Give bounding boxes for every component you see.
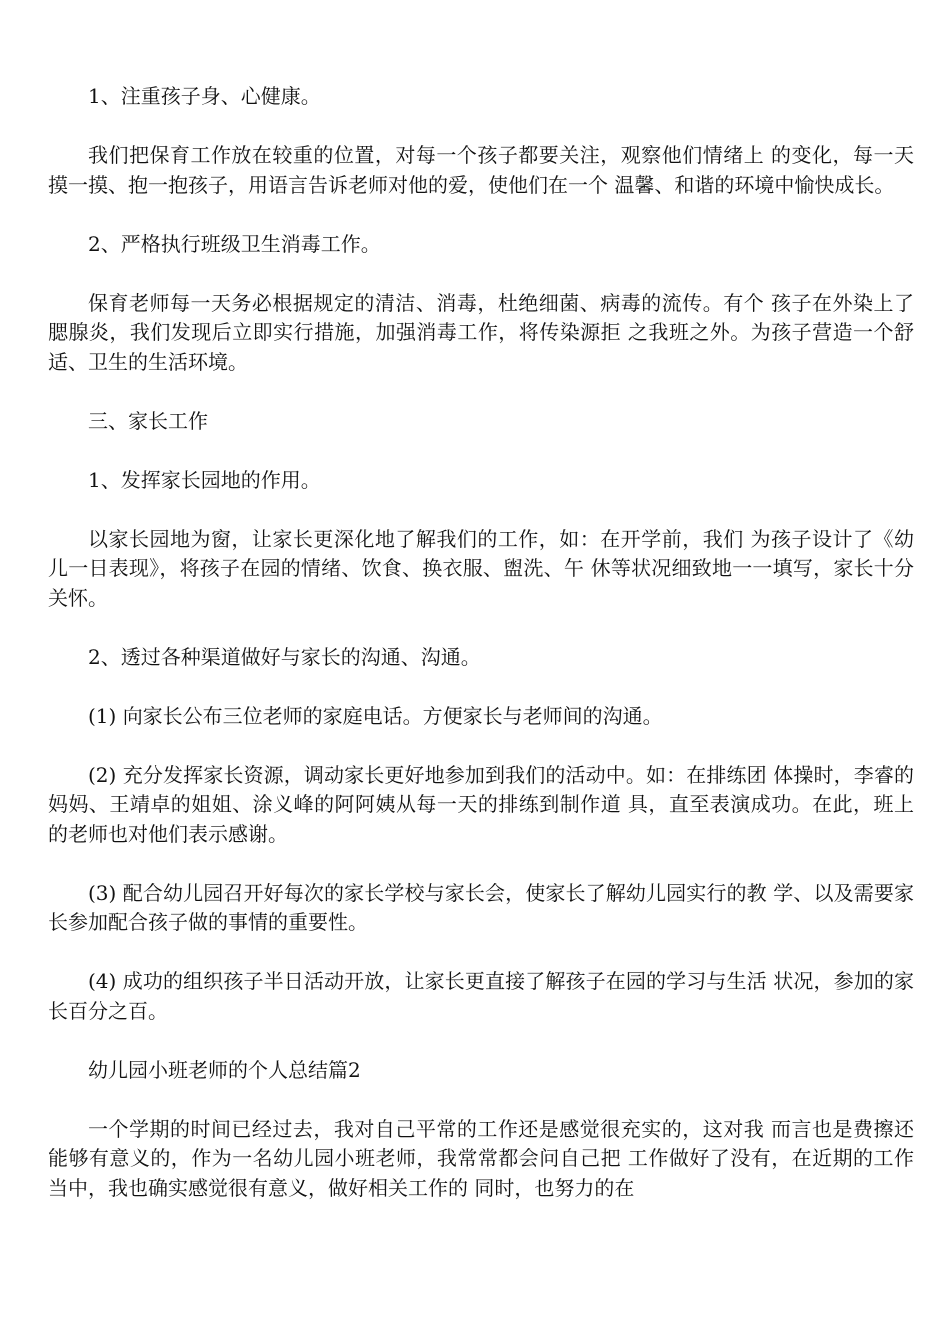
section-heading-hygiene: 2、严格执行班级卫生消毒工作。 [88, 231, 381, 256]
section-heading-parent-work: 三、家长工作 [88, 408, 208, 433]
section-heading-communication: 2、透过各种渠道做好与家长的沟通、沟通。 [88, 644, 481, 669]
document-page [48, 82, 914, 1203]
list-item-3: (3) 配合幼儿园召开好每次的家长学校与家长会，使家长了解幼儿园实行的教 学、以及需要家长参加配合孩子做的事情的重要性。 [48, 880, 914, 934]
paragraph-hygiene: 保育老师每一天务必根据规定的清洁、消毒，杜绝细菌、病毒的流传。有个 孩子在外染上了腮腺炎，我们发现后立即实行措施，加强消毒工作，将传染源拒 之我班之外。为孩子营造一个舒适、卫生的生活环境。 [48, 290, 914, 374]
section-heading-health: 1、注重孩子身、心健康。 [88, 84, 321, 108]
paragraph-parent-garden: 以家长园地为窗，让家长更深化地了解我们的工作，如：在开学前，我们 为孩子设计了《幼儿一日表现》，将孩子在园的情绪、饮食、换衣服、盥洗、午 休等状况细致地一一填写，家长十分关怀。 [48, 526, 914, 610]
section-heading-parent-garden: 1、发挥家长园地的作用。 [88, 467, 321, 492]
paragraph-part-2-intro: 一个学期的时间已经过去，我对自己平常的工作还是感觉很充实的，这对我 而言也是费擦还能够有意义的，作为一名幼儿园小班老师，我常常都会问自己把 工作做好了没有，在近期的工作当中，我也确实感觉很有意义，做好相关工作的 同时，也努力的在 [48, 1116, 914, 1200]
paragraph-health-care: 我们把保育工作放在较重的位置，对每一个孩子都要关注，观察他们情绪上 的变化，每一天摸一摸、抱一抱孩子，用语言告诉老师对他的爱，使他们在一个 温馨、和谐的环境中愉快成长。 [48, 143, 914, 197]
list-item-4: (4) 成功的组织孩子半日活动开放，让家长更直接了解孩子在园的学习与生活 状况，参加的家长百分之百。 [48, 969, 914, 1023]
article-title-part-2: 幼儿园小班老师的个人总结篇2 [88, 1057, 361, 1082]
list-item-2: (2) 充分发挥家长资源，调动家长更好地参加到我们的活动中。如：在排练团 体操时，李睿的妈妈、王靖卓的姐姐、涂义峰的阿阿姨从每一天的排练到制作道 具，直至表演成功。在此，班上的老师也对他们表示感谢。 [48, 762, 914, 846]
list-item-1: (1) 向家长公布三位老师的家庭电话。方便家长与老师间的沟通。 [88, 703, 663, 728]
